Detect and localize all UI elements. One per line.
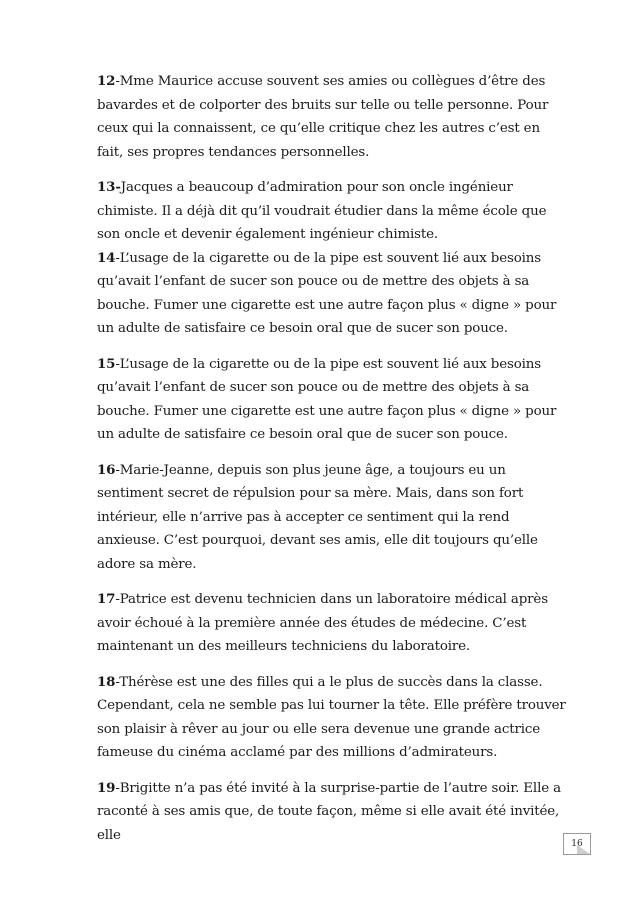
paragraph-13 [97, 176, 567, 247]
paragraph-18 [97, 671, 567, 765]
item-number: 17 [97, 591, 116, 607]
item-number: 15 [97, 355, 116, 372]
item-separator: - [115, 780, 120, 796]
paragraph-text: L’usage de la cigarette ou de la pipe est souvent lié aux besoins qu’avait l’enfant de sucer son pouce ou de mettre des objets à sa bouche. Fumer une cigarette est une autre façon plus « digne » pour un adulte de satisfaire ce besoin oral que de sucer son pouce. [97, 250, 557, 336]
paragraph-17 [97, 588, 567, 659]
item-separator: - [115, 356, 120, 372]
item-separator: - [115, 250, 120, 266]
paragraph-text: Mme Maurice accuse souvent ses amies ou collègues d’être des bavardes et de colporter des bruits sur telle ou telle personne. Pour ceux qui la connaissent, ce qu’elle critique chez les autres c’est en fait, ses propres tendances personnelles. [97, 74, 549, 160]
paragraph-15 [97, 353, 567, 447]
paragraph-text: Jacques a beaucoup d’admiration pour son oncle ingénieur chimiste. Il a déjà dit qu’il voudrait étudier dans la même école que son oncle et devenir également ingénieur chimiste. [97, 180, 547, 242]
item-number: 12 [97, 73, 116, 89]
item-separator: - [115, 674, 120, 690]
item-number: 19 [97, 779, 116, 796]
item-number: 14 [97, 249, 116, 266]
paragraph-text: L’usage de la cigarette ou de la pipe est souvent lié aux besoins qu’avait l’enfant de sucer son pouce ou de mettre des objets à sa bouche. Fumer une cigarette est une autre façon plus « digne » pour un adulte de satisfaire ce besoin oral que de sucer son pouce. [97, 356, 557, 442]
page-number-label: 16 [571, 839, 583, 849]
item-separator: - [115, 462, 120, 478]
item-separator: - [115, 592, 120, 607]
paragraph-14 [97, 247, 567, 341]
page-corner-fold [577, 845, 590, 854]
paragraph-19 [97, 777, 567, 848]
document-body [97, 70, 567, 859]
paragraph-text: Marie-Jeanne, depuis son plus jeune âge, a toujours eu un sentiment secret de répulsion pour sa mère. Mais, dans son fort intérieur, elle n’arrive pas à accepter ce sentiment qui la rend anxieuse. C’est pourquoi, devant ses amis, elle dit toujours qu’elle adore sa mère. [97, 462, 538, 572]
paragraph-12 [97, 70, 567, 164]
paragraph-16 [97, 459, 567, 577]
paragraph-text: Brigitte n’a pas été invité à la surprise-partie de l’autre soir. Elle a raconté à ses amis que, de toute façon, même si elle avait été invitée, elle [97, 780, 561, 843]
item-number: 18 [97, 673, 116, 690]
paragraph-text: Thérèse est une des filles qui a le plus de succès dans la classe. Cependant, cela ne semble pas lui tourner la tête. Elle préfère trouver son plaisir à rêver au jour ou elle sera devenue une grande actrice fameuse du cinéma acclamé par des millions d’admirateurs. [97, 674, 566, 760]
paragraph-text: Patrice est devenu technicien dans un laboratoire médical après avoir échoué à la première année des études de médecine. C’est maintenant un des meilleurs techniciens du laboratoire. [97, 592, 548, 654]
item-number: 16 [97, 461, 116, 478]
item-number: 13- [97, 179, 121, 195]
item-separator: - [115, 74, 120, 89]
